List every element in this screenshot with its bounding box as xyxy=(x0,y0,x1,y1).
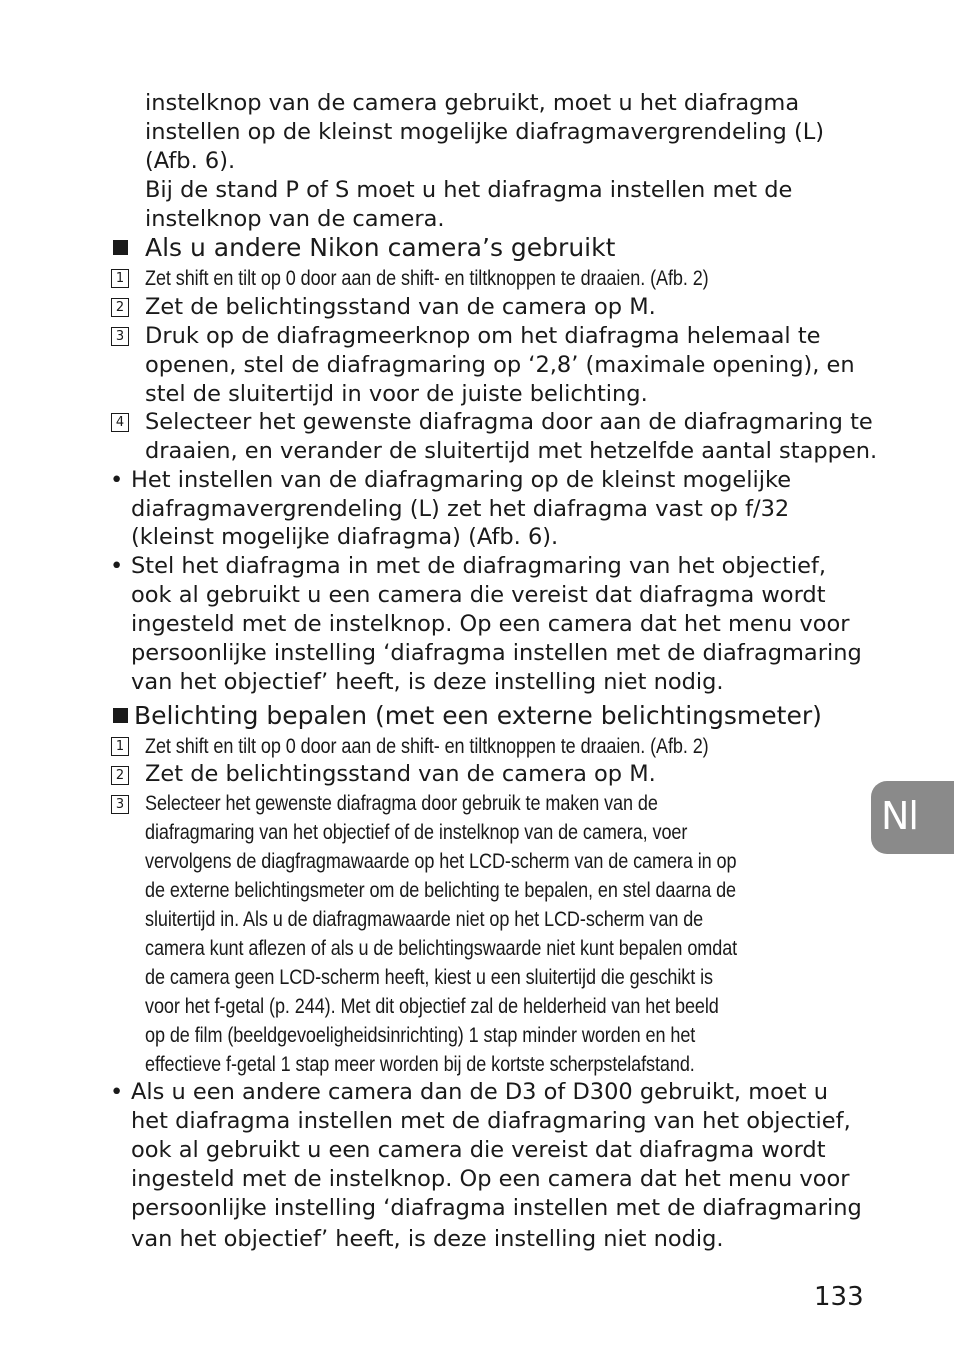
step-number-icon: 3 xyxy=(111,327,129,346)
step-text: Druk op de diafragmeerknop om het diafragma helemaal te xyxy=(145,323,821,349)
language-tab xyxy=(871,781,954,854)
intro-line: instellen op de kleinst mogelijke diafragmavergrendeling (L) xyxy=(145,119,825,145)
step-text: Zet shift en tilt op 0 door aan de shift- en tiltknoppen te draaien. (Afb. 2) xyxy=(145,735,709,758)
bullet-icon: • xyxy=(110,1079,124,1105)
step-text: stel de sluitertijd in voor de juiste belichting. xyxy=(145,381,648,407)
bullet-text: ingesteld met de instelknop. Op een camera dat het menu voor xyxy=(131,611,850,637)
intro-line: instelknop van de camera. xyxy=(145,206,445,232)
step-text: openen, stel de diafragmaring op ‘2,8’ (maximale opening), en xyxy=(145,352,855,378)
section-square-icon xyxy=(113,708,128,723)
intro-line: Bij de stand P of S moet u het diafragma instellen met de xyxy=(145,177,793,203)
bullet-text: persoonlijke instelling ‘diafragma instellen met de diafragmaring xyxy=(131,1195,862,1221)
step-text: effectieve f-getal 1 stap meer worden bij de kortste scherpstelafstand. xyxy=(145,1053,695,1076)
bullet-text: het diafragma instellen met de diafragmaring van het objectief, xyxy=(131,1108,851,1134)
bullet-icon: • xyxy=(110,553,124,579)
step-text: voor het f-getal (p. 244). Met dit objectief zal de helderheid van het beeld xyxy=(145,995,719,1018)
bullet-text: ook al gebruikt u een camera die vereist dat diafragma wordt xyxy=(131,582,826,608)
bullet-text: diafragmavergrendeling (L) zet het diafragma vast op f/32 xyxy=(131,496,790,522)
intro-line: instelknop van de camera gebruikt, moet u het diafragma xyxy=(145,90,800,116)
bullet-text: ingesteld met de instelknop. Op een camera dat het menu voor xyxy=(131,1166,850,1192)
bullet-text: Als u een andere camera dan de D3 of D300 gebruikt, moet u xyxy=(131,1079,828,1105)
step-text: vervolgens de diagfragmawaarde op het LCD-scherm van de camera in op xyxy=(145,850,737,873)
step-text: sluitertijd in. Als u de diafragmawaarde niet op het LCD-scherm van de xyxy=(145,908,704,931)
bullet-text: van het objectief’ heeft, is deze instelling niet nodig. xyxy=(131,669,724,695)
step-number-icon: 2 xyxy=(111,298,129,317)
language-tab-label: Nl xyxy=(881,794,918,838)
step-text: de camera geen LCD-scherm heeft, kiest u een sluitertijd die geschikt is xyxy=(145,966,713,989)
page-number: 133 xyxy=(814,1282,864,1312)
step-text: diafragmaring van het objectief of de instelknop van de camera, voer xyxy=(145,821,688,844)
bullet-text: Stel het diafragma in met de diafragmaring van het objectief, xyxy=(131,553,827,579)
section-heading: Belichting bepalen (met een externe belichtingsmeter) xyxy=(134,701,822,730)
step-text: camera kunt aflezen of als u de belichtingswaarde niet kunt bepalen omdat xyxy=(145,937,738,960)
bullet-text: persoonlijke instelling ‘diafragma instellen met de diafragmaring xyxy=(131,640,862,666)
step-text: op de film (beeldgevoeligheidsinrichting) 1 stap minder worden en het xyxy=(145,1024,696,1047)
bullet-text: van het objectief’ heeft, is deze instelling niet nodig. xyxy=(131,1226,724,1252)
step-text: Zet de belichtingsstand van de camera op M. xyxy=(145,761,656,787)
step-number-icon: 1 xyxy=(111,737,129,756)
step-number-icon: 3 xyxy=(111,795,129,814)
step-text: de externe belichtingsmeter om de belichting te bepalen, en stel daarna de xyxy=(145,879,737,902)
step-text: draaien, en verander de sluitertijd met hetzelfde aantal stappen. xyxy=(145,438,878,464)
step-number-icon: 1 xyxy=(111,269,129,288)
step-text: Selecteer het gewenste diafragma door gebruik te maken van de xyxy=(145,792,658,815)
step-text: Zet de belichtingsstand van de camera op M. xyxy=(145,294,656,320)
step-number-icon: 2 xyxy=(111,766,129,785)
step-text: Selecteer het gewenste diafragma door aan de diafragmaring te xyxy=(145,409,873,435)
intro-line: (Afb. 6). xyxy=(145,148,236,174)
bullet-icon: • xyxy=(110,467,124,493)
bullet-text: ook al gebruikt u een camera die vereist dat diafragma wordt xyxy=(131,1137,826,1163)
step-text: Zet shift en tilt op 0 door aan de shift- en tiltknoppen te draaien. (Afb. 2) xyxy=(145,267,709,290)
bullet-text: (kleinst mogelijke diafragma) (Afb. 6). xyxy=(131,524,559,550)
section-heading: Als u andere Nikon camera’s gebruikt xyxy=(145,233,616,262)
bullet-text: Het instellen van de diafragmaring op de kleinst mogelijke xyxy=(131,467,792,493)
step-number-icon: 4 xyxy=(111,413,129,432)
section-square-icon xyxy=(113,240,128,255)
